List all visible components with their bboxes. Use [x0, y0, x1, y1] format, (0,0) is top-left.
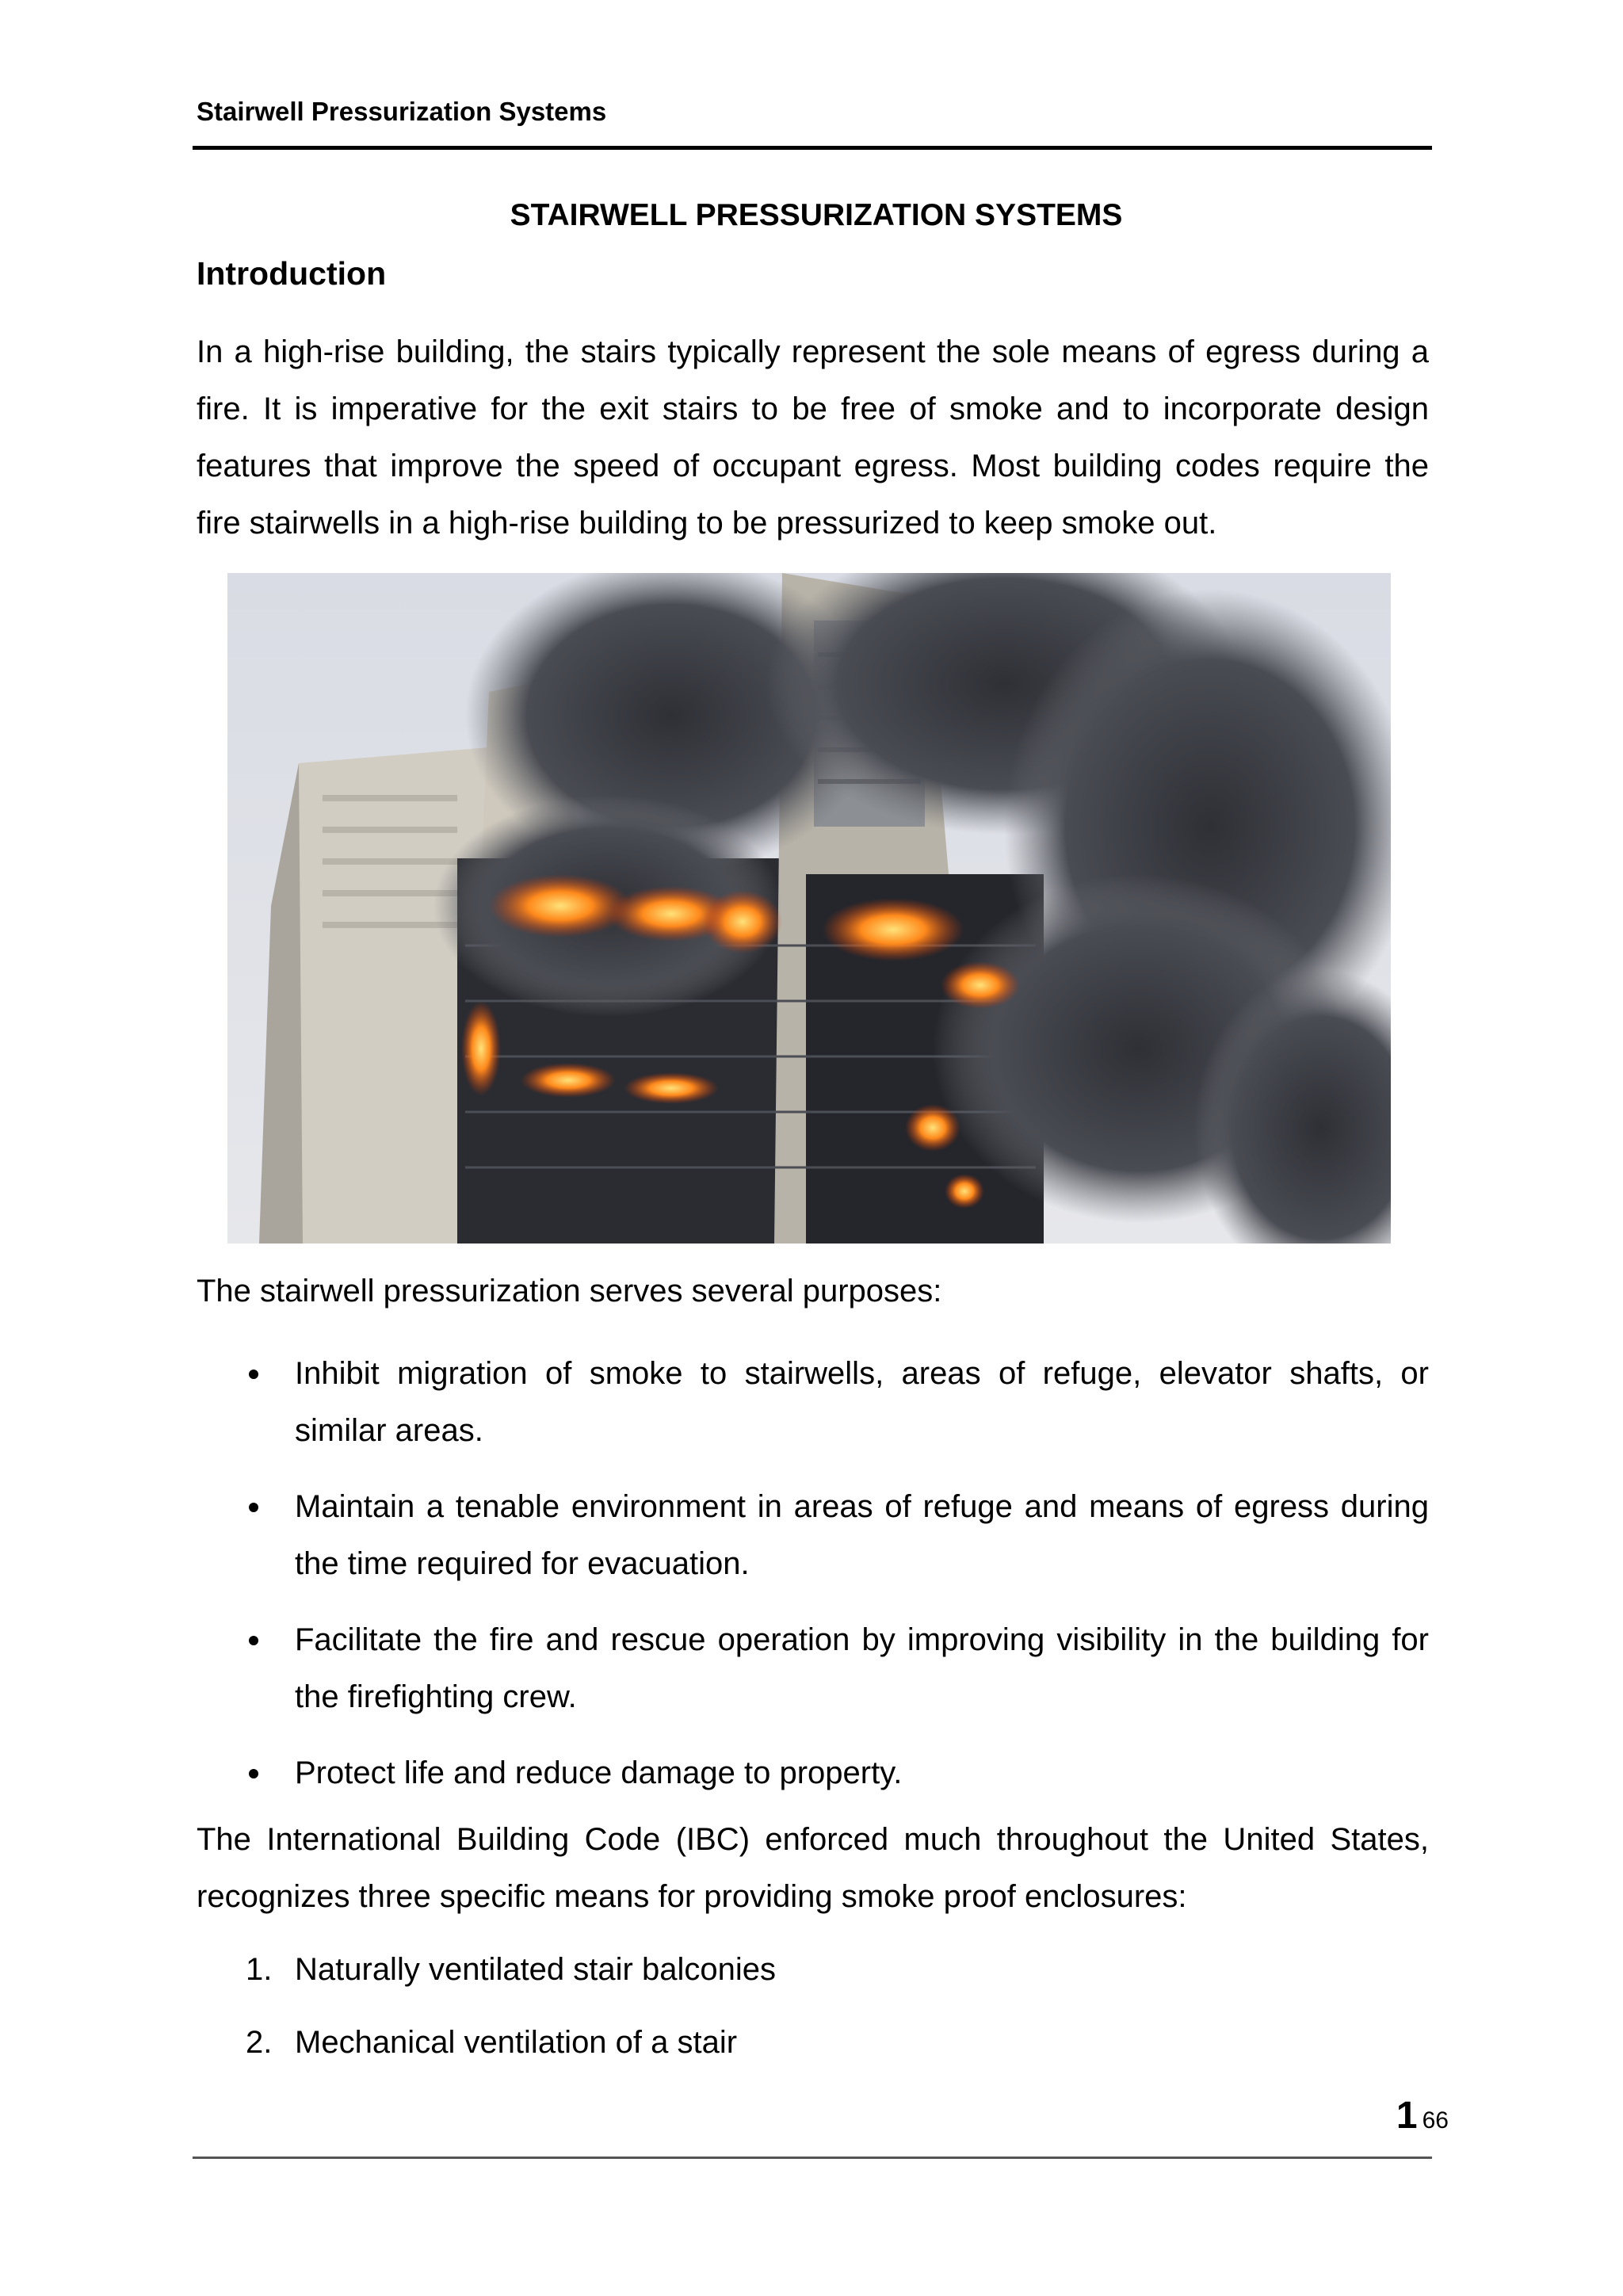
section-heading-introduction: Introduction	[197, 255, 387, 292]
bullet-icon	[249, 1503, 258, 1512]
high-rise-fire-photo	[227, 573, 1391, 1244]
list-item-text: Inhibit migration of smoke to stairwells, areas of refuge, elevator shafts, or similar areas.	[295, 1356, 1429, 1448]
page-number-main: 1	[1396, 2095, 1418, 2137]
bullet-icon	[249, 1636, 258, 1645]
list-item	[197, 1478, 1429, 1592]
list-item-number: 2.	[246, 2025, 273, 2060]
page-number	[1396, 2094, 1449, 2137]
list-item	[197, 2014, 1429, 2071]
intro-paragraph: In a high-rise building, the stairs typically represent the sole means of egress during a fire. It is imperative for the exit stairs to be free of smoke and to incorporate design features that improve the speed of occupant egress. Most building codes require the fire stairwells in a high-rise building to be pressurized to keep smoke out.	[197, 334, 1429, 541]
header-divider	[193, 146, 1432, 150]
bullet-icon	[249, 1370, 258, 1379]
list-item	[197, 1611, 1429, 1725]
page-number-suffix: 66	[1422, 2107, 1449, 2134]
list-item-text: Maintain a tenable environment in areas of refuge and means of egress during the time required for evacuation.	[295, 1489, 1429, 1581]
means-list	[197, 1941, 1429, 2087]
list-item-number: 1.	[246, 1952, 273, 1987]
list-item	[197, 1345, 1429, 1459]
list-item-text: Facilitate the fire and rescue operation by improving visibility in the building for the firefighting crew.	[295, 1622, 1429, 1714]
list-item-text: Naturally ventilated stair balconies	[295, 1952, 776, 1987]
purposes-lead-text: The stairwell pressurization serves several purposes:	[197, 1274, 942, 1308]
document-title: STAIRWELL PRESSURIZATION SYSTEMS	[510, 198, 1123, 232]
ibc-paragraph: The International Building Code (IBC) enforced much throughout the United States, recognizes three specific means for providing smoke proof enclosures:	[197, 1822, 1429, 1914]
purposes-list	[197, 1345, 1429, 1820]
list-item-text: Mechanical ventilation of a stair	[295, 2025, 738, 2060]
bullet-icon	[249, 1769, 258, 1778]
list-item	[197, 1744, 1429, 1801]
running-header: Stairwell Pressurization Systems	[197, 97, 607, 126]
footer-divider	[193, 2157, 1432, 2159]
list-item-text: Protect life and reduce damage to property.	[295, 1755, 903, 1790]
list-item	[197, 1941, 1429, 1998]
